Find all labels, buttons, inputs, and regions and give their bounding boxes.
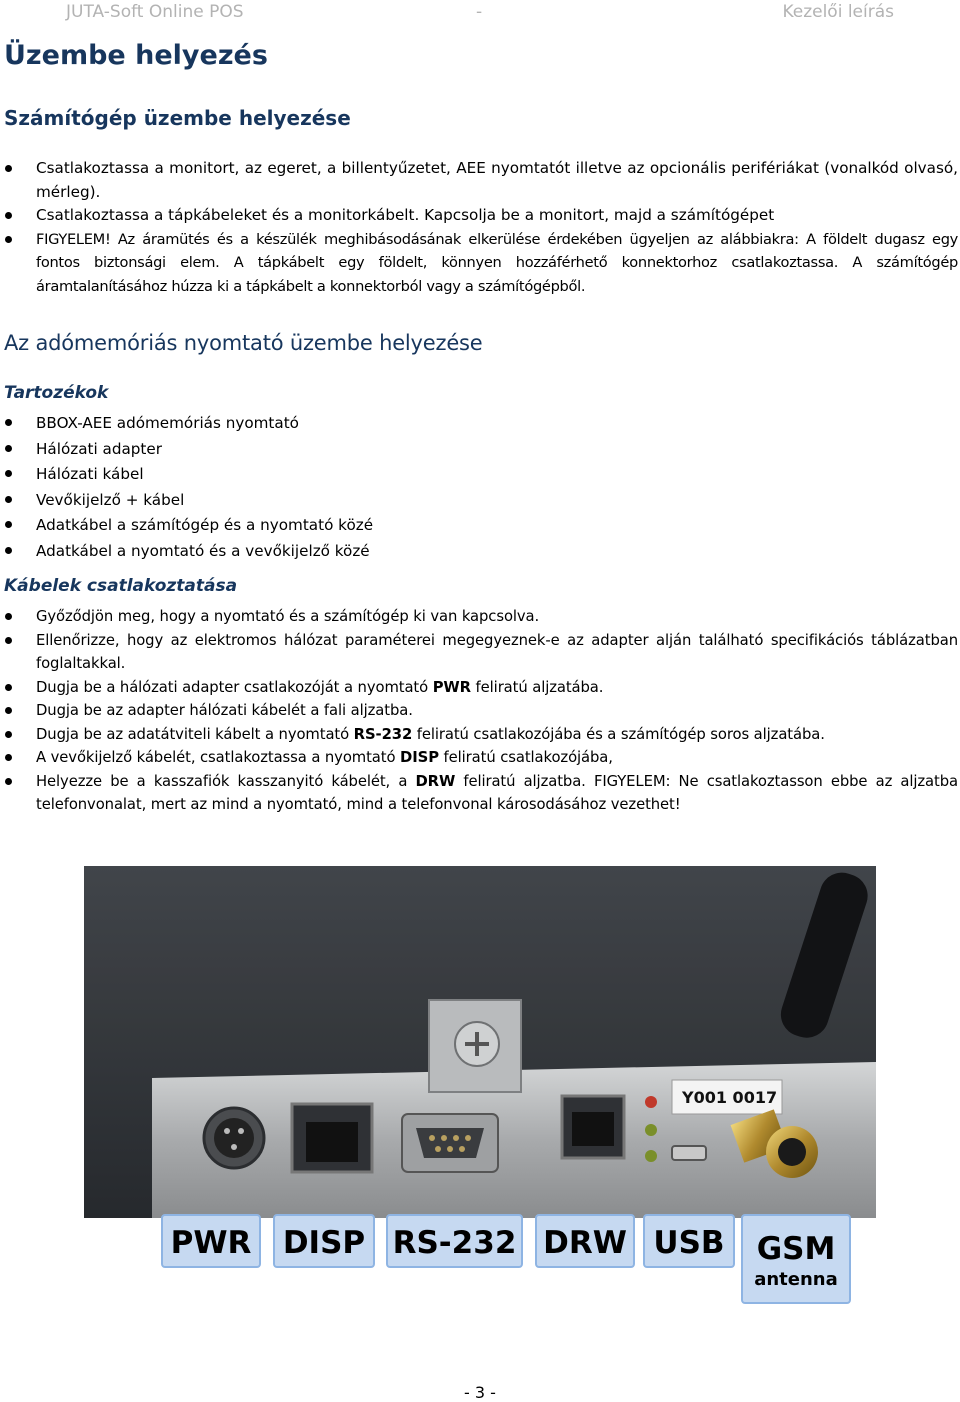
keyword-rs232: RS-232	[353, 725, 413, 743]
list-item: Hálózati adapter	[0, 437, 958, 463]
page-header	[0, 0, 960, 26]
keyword-drw: DRW	[415, 772, 456, 790]
label-gsm: GSM	[756, 1231, 836, 1267]
section-printer-heading: Az adómemóriás nyomtató üzembe helyezése	[4, 331, 483, 355]
led-green	[645, 1124, 657, 1136]
section-computer-heading: Számítógép üzembe helyezése	[4, 106, 351, 130]
serial-number-text: Y001 0017	[682, 1088, 778, 1107]
printer-back-photo	[84, 866, 876, 1218]
header-separator: -	[476, 2, 483, 22]
list-item: Ellenőrizze, hogy az elektromos hálózat paraméterei megegyeznek-e az adapter alján található specifikációs táblázatban foglaltakkal.	[0, 629, 958, 676]
list-item: FIGYELEM! Az áramütés és a készülék meghibásodásának elkerülése érdekében ügyeljen az alábbiakra: A földelt dugasz egy fontos biztonsági elem. A tápkábelt egy földelt, könnyen hozzáférhető konnektorhoz csatlakoztassa. A számítógép áramtalanításához húzza ki a tápkábelt a konnektorból vagy a számítógépből.	[0, 228, 958, 299]
list-item: Dugja be az adatátviteli kábelt a nyomtató RS-232 feliratú csatlakozójába és a számítógép soros aljzatába.	[0, 723, 958, 747]
page-title: Üzembe helyezés	[4, 40, 268, 71]
printer-back-illustration	[84, 866, 876, 1218]
list-item: Helyezze be a kasszafiók kasszanyitó kábelét, a DRW feliratú aljzatba. FIGYELEM: Ne csatlakoztasson ebbe az aljzatba telefonvonalat, mert az mind a nyomtató, mind a telefonvonal károsodásához vezethet!	[0, 770, 958, 817]
page-number: - 3 -	[464, 1383, 496, 1402]
cables-list	[0, 605, 958, 817]
list-item: Dugja be az adapter hálózati kábelét a fali aljzatba.	[0, 699, 958, 723]
list-item: Hálózati kábel	[0, 462, 958, 488]
label-gsm-antenna	[741, 1214, 851, 1304]
label-usb: USB	[643, 1214, 735, 1268]
accessories-heading: Tartozékok	[4, 383, 109, 403]
header-product-name: JUTA-Soft Online POS	[66, 2, 244, 22]
list-item: Vevőkijelző + kábel	[0, 488, 958, 514]
list-item: Csatlakoztassa a tápkábeleket és a monitorkábelt. Kapcsolja be a monitort, majd a számítógépet	[0, 204, 958, 228]
list-item: Adatkábel a nyomtató és a vevőkijelző közé	[0, 539, 958, 565]
list-item: Dugja be a hálózati adapter csatlakozóját a nyomtató PWR feliratú aljzatába.	[0, 676, 958, 700]
label-rs232: RS-232	[386, 1214, 523, 1268]
keyword-pwr: PWR	[432, 678, 471, 696]
label-drw: DRW	[535, 1214, 635, 1268]
header-document-type: Kezelői leírás	[782, 2, 894, 22]
label-pwr: PWR	[161, 1214, 261, 1268]
list-item: Adatkábel a számítógép és a nyomtató közé	[0, 513, 958, 539]
keyword-disp: DISP	[400, 749, 439, 766]
label-antenna: antenna	[754, 1269, 838, 1290]
usb-port	[672, 1146, 706, 1160]
led-red	[645, 1096, 657, 1108]
computer-setup-list	[0, 157, 958, 298]
led-green	[645, 1150, 657, 1162]
label-disp: DISP	[273, 1214, 375, 1268]
cables-heading: Kábelek csatlakoztatása	[4, 576, 238, 596]
list-item: Csatlakoztassa a monitort, az egeret, a billentyűzetet, AEE nyomtatót illetve az opcionális perifériákat (vonalkód olvasó, mérleg).	[0, 157, 958, 204]
list-item: BBOX-AEE adómemóriás nyomtató	[0, 411, 958, 437]
list-item: Győződjön meg, hogy a nyomtató és a számítógép ki van kapcsolva.	[0, 605, 958, 629]
list-item: A vevőkijelző kábelét, csatlakoztassa a nyomtató DISP feliratú csatlakozójába,	[0, 746, 958, 770]
accessories-list	[0, 411, 958, 564]
